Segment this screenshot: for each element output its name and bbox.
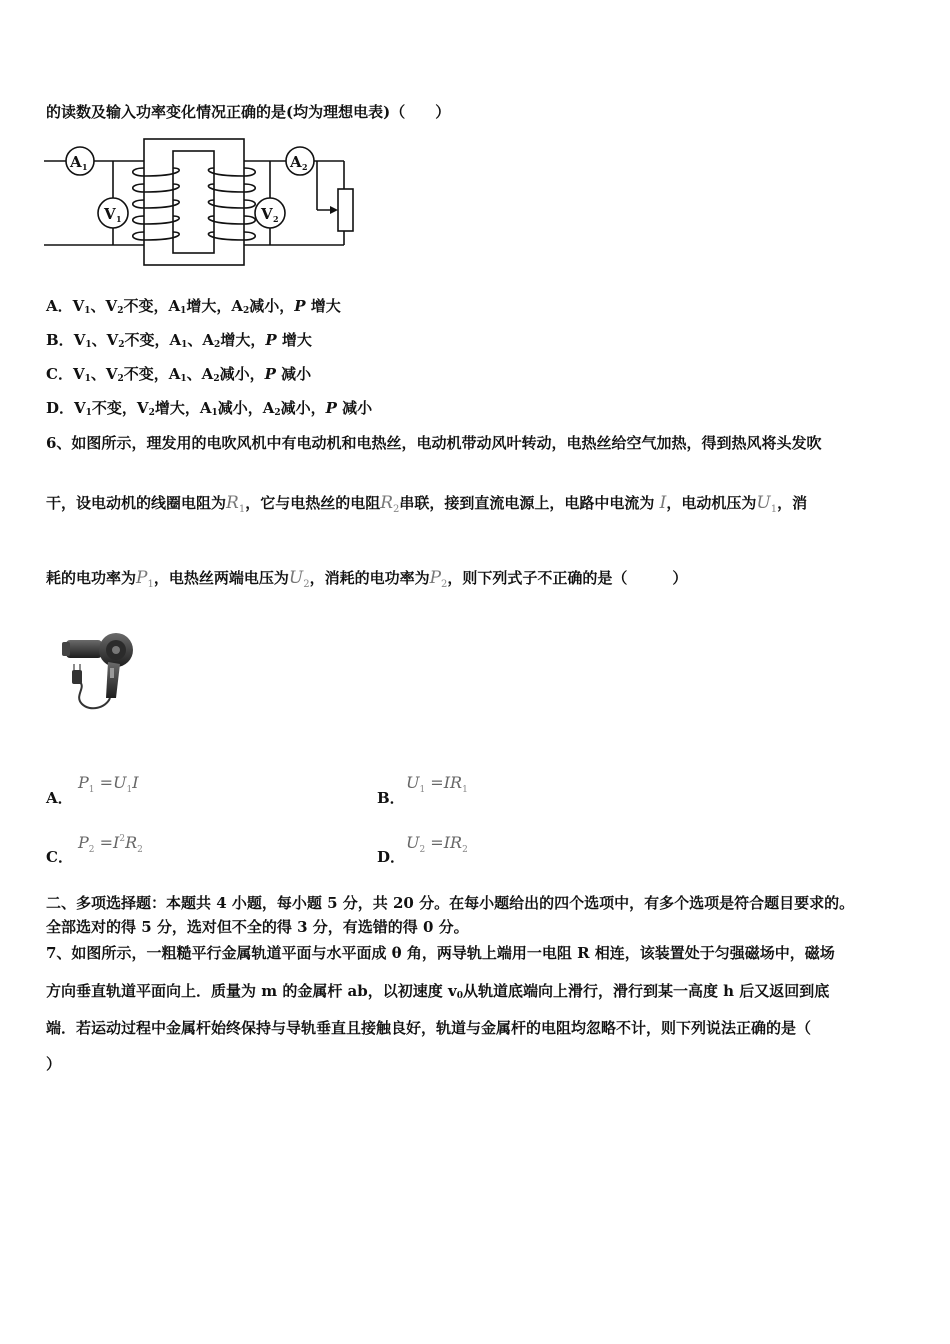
q6-option-d-label[interactable]: D． <box>377 848 406 866</box>
ammeter-a1-label: A <box>70 153 82 171</box>
q7-line-1: 7、如图所示，一粗糙平行金属轨道平面与水平面成 θ 角，两导轨上端用一电阻 R 相连，该装置处于匀强磁场中，磁场 <box>46 944 835 962</box>
q6-option-c-label[interactable]: C． <box>46 848 73 866</box>
section2-heading: 二、多项选择题：本题共 4 小题，每小题 5 分，共 20 分。在每小题给出的四个选项中，有多个选项是符合题目要求的。 <box>46 894 855 912</box>
q5-option-a[interactable]: A．$V_1$、$V_2$不变，$A_1$增大，$A_2$减小，P 增大 <box>46 297 341 316</box>
q6-option-c-formula: $P_2 =I^2R_2$ <box>78 833 143 855</box>
q5-option-b[interactable]: B．$V_1$、$V_2$不变，$A_1$、$A_2$增大，P 增大 <box>46 331 312 350</box>
q6-line-1: 6、如图所示，理发用的电吹风机中有电动机和电热丝，电动机带动风叶转动，电热丝给空气加热，得到热风将头发吹 <box>46 434 822 452</box>
ammeter-a2-sub: 2 <box>302 162 308 172</box>
q6-option-b-formula: $U_1 =IR_1$ <box>406 773 468 795</box>
voltmeter-v1-label: V <box>104 205 116 223</box>
q6-option-a-formula: $P_1 =U_1I$ <box>78 773 139 795</box>
hair-dryer-image <box>60 628 140 713</box>
q7-line-3: 端．若运动过程中金属杆始终保持与导轨垂直且接触良好，轨道与金属杆的电阻均忽略不计，则下列说法正确的是（ <box>46 1019 812 1037</box>
q7-line-4: ） <box>46 1055 62 1073</box>
q6-line-2: 干，设电动机的线圈电阻为$R_1$，它与电热丝的电阻$R_2$串联，接到直流电源上，电路中电流为 I，电动机压为$U_1$，消 <box>46 493 808 515</box>
ammeter-a2-label: A <box>290 153 302 171</box>
q5-option-d[interactable]: D．$V_1$不变，$V_2$增大，$A_1$减小，$A_2$减小，P 减小 <box>46 399 373 418</box>
q6-option-d-formula: $U_2 =IR_2$ <box>406 833 468 855</box>
q7-line-2: 方向垂直轨道平面向上．质量为 m 的金属杆 ab，以初速度 $v_0$从轨道底端向上滑行，滑行到某一高度 h 后又返回到底 <box>46 982 830 1001</box>
section2-scoring: 全部选对的得 5 分，选对但不全的得 3 分，有选错的得 0 分。 <box>46 918 469 936</box>
voltmeter-v1-sub: 1 <box>116 214 122 224</box>
voltmeter-v2-label: V <box>261 205 273 223</box>
q6-line-3: 耗的电功率为$P_1$，电热丝两端电压为$U_2$，消耗的电功率为$P_2$，则下列式子不正确的是（ ） <box>46 568 688 590</box>
q6-option-a-label[interactable]: A． <box>46 789 73 807</box>
transformer-circuit-diagram <box>44 136 364 271</box>
ammeter-a1-sub: 1 <box>82 162 88 172</box>
q6-option-b-label[interactable]: B． <box>377 789 405 807</box>
q5-option-c[interactable]: C．$V_1$、$V_2$不变，$A_1$、$A_2$减小，P 减小 <box>46 365 312 384</box>
q5-stem: 的读数及输入功率变化情况正确的是(均为理想电表)（ ） <box>46 103 451 121</box>
voltmeter-v2-sub: 2 <box>273 214 279 224</box>
